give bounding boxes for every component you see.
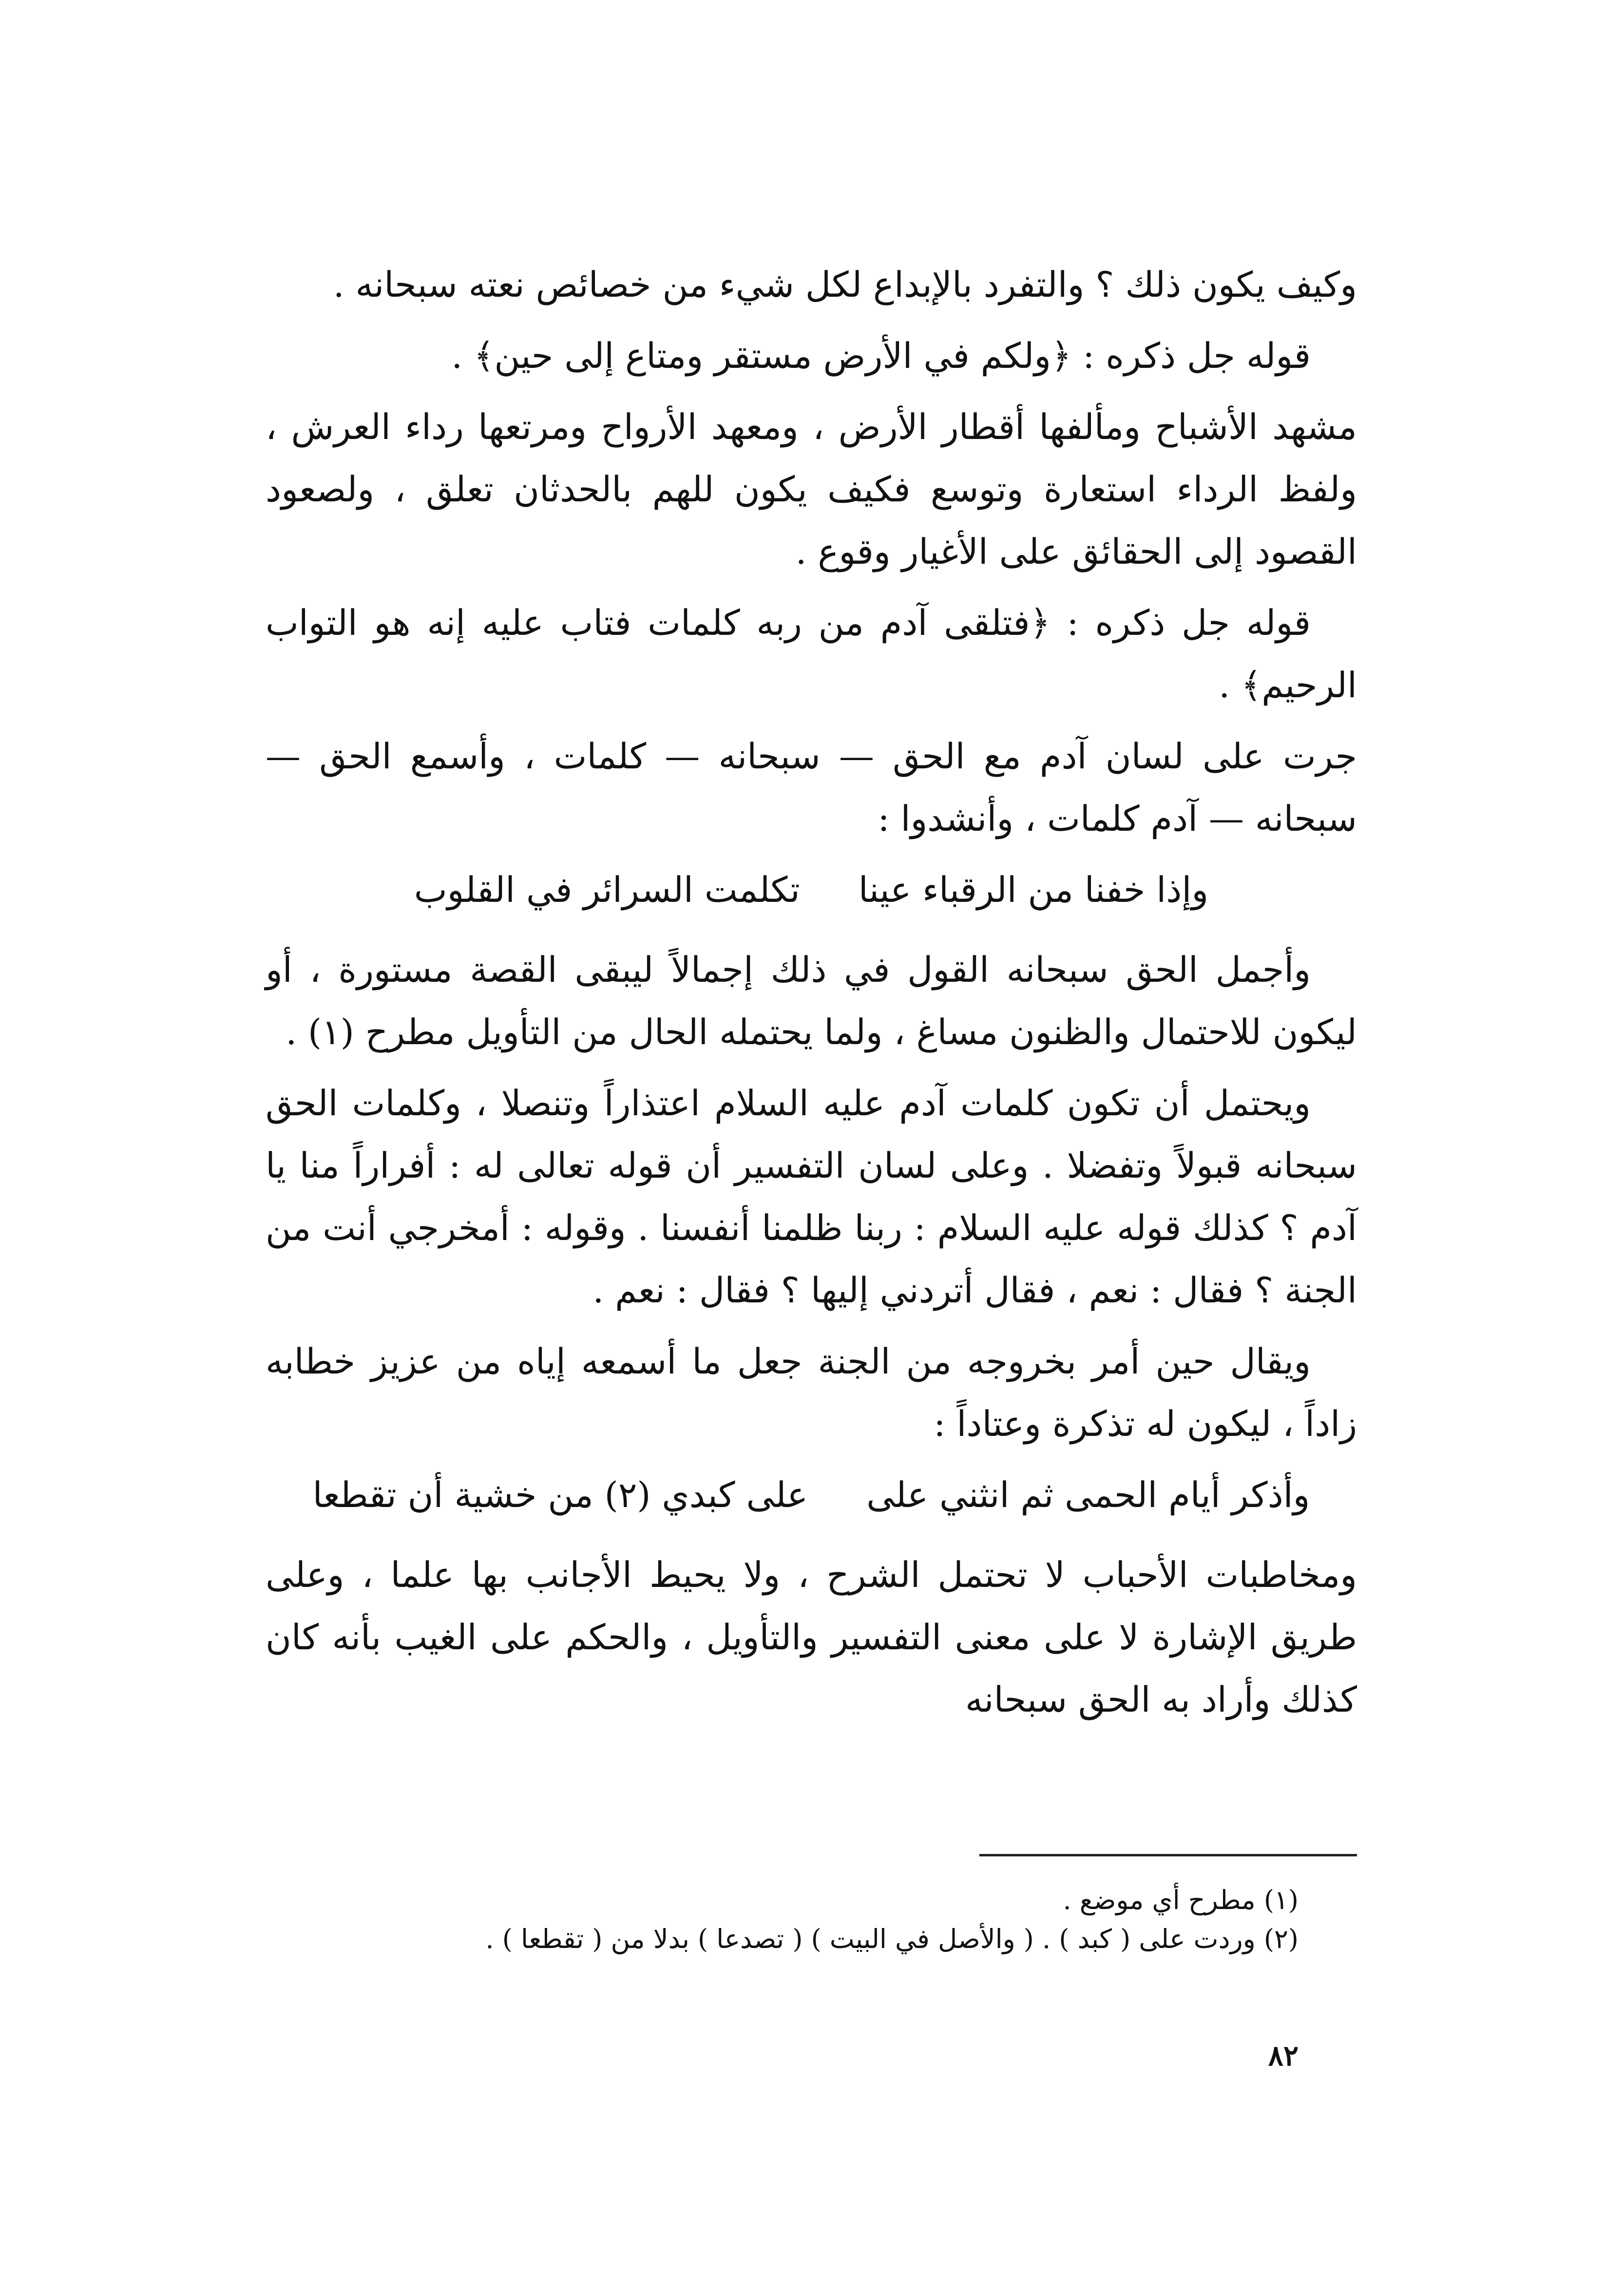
paragraph-4: وأجمل الحق سبحانه القول في ذلك إجمالاً ليبقى القصة مستورة ، أو ليكون للاحتمال والظنون مساغ ، ولما يحتمله الحال من التأويل مطرح (١) . xyxy=(266,949,1357,1052)
quran-verse-heading-2: قوله جل ذكره : ﴿فتلقى آدم من ربه كلمات فتاب عليه إنه هو التواب الرحيم﴾ . xyxy=(266,602,1357,706)
poem-verse-2 xyxy=(266,1464,1357,1526)
page-number: ٨٢ xyxy=(1268,2039,1299,2072)
paragraph-3: جرت على لسان آدم مع الحق — سبحانه — كلمات ، وأسمع الحق — سبحانه — آدم كلمات ، وأنشدوا : xyxy=(266,736,1357,839)
poem-verse-1 xyxy=(266,859,1357,921)
verse-1-first-hemistich: وإذا خفنا من الرقباء عينا xyxy=(858,869,1209,910)
footnotes xyxy=(266,1881,1299,1959)
main-text xyxy=(266,253,1357,1739)
paragraph-1: وكيف يكون ذلك ؟ والتفرد بالإبداع لكل شيء من خصائص نعته سبحانه . xyxy=(333,264,1357,305)
verse-2-second-hemistich: على كبدي (٢) من خشية أن تقطعا xyxy=(312,1474,808,1515)
footnote-2: (٢) وردت على ( كبد ) . ( والأصل في البيت ) ( تصدعا ) بدلا من ( تقطعا ) . xyxy=(485,1924,1299,1954)
footnote-divider xyxy=(979,1854,1357,1856)
paragraph-7: ومخاطبات الأحباب لا تحتمل الشرح ، ولا يحيط الأجانب بها علما ، وعلى طريق الإشارة لا على معنى التفسير والتأويل ، والحكم على الغيب بأنه كان كذلك وأراد به الحق سبحانه xyxy=(266,1554,1357,1720)
quran-verse-heading-1: قوله جل ذكره : ﴿ولكم في الأرض مستقر ومتاع إلى حين﴾ . xyxy=(451,335,1311,376)
paragraph-6: ويقال حين أمر بخروجه من الجنة جعل ما أسمعه إياه من عزيز خطابه زاداً ، ليكون له تذكرة وعتاداً : xyxy=(266,1341,1357,1444)
footnote-1: (١) مطرح أي موضع . xyxy=(1063,1885,1299,1915)
verse-1-second-hemistich: تكلمت السرائر في القلوب xyxy=(414,869,800,910)
verse-2-first-hemistich: وأذكر أيام الحمى ثم انثني على xyxy=(866,1474,1310,1515)
paragraph-5: ويحتمل أن تكون كلمات آدم عليه السلام اعتذاراً وتنصلا ، وكلمات الحق سبحانه قبولاً وتفضلا . وعلى لسان التفسير أن قوله تعالى له : أفراراً منا يا آدم ؟ كذلك قوله عليه السلام : ربنا ظلمنا أنفسنا . وقوله : أمخرجي أنت من الجنة ؟ فقال : نعم ، فقال أتردني إليها ؟ فقال : نعم . xyxy=(266,1083,1357,1311)
paragraph-2: مشهد الأشباح ومألفها أقطار الأرض ، ومعهد الأرواح ومرتعها رداء العرش ، ولفظ الرداء استعارة وتوسع فكيف يكون للهم بالحدثان تعلق ، ولصعود القصود إلى الحقائق على الأغيار وقوع . xyxy=(266,406,1357,572)
